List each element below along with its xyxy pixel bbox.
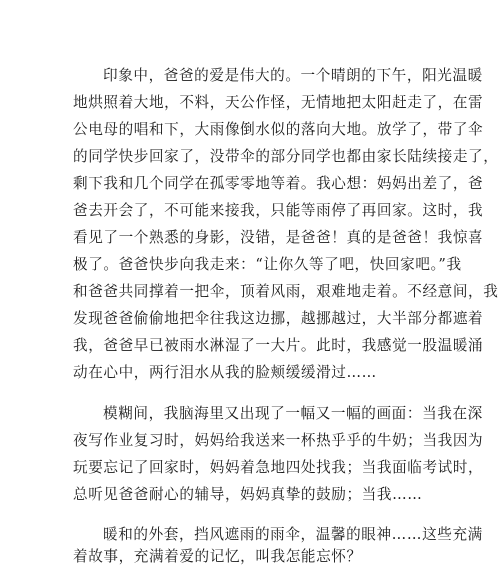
text-line: 模糊间，我脑海里又出现了一幅又一幅的画面：当我在深	[103, 405, 483, 422]
text-line: 极了。爸爸快步向我走来：“让你久等了吧，快回家吧。”我	[73, 256, 462, 273]
text-line: 剩下我和几个同学在孤零零地等着。我心想：妈妈出差了，爸	[73, 175, 484, 192]
text-line: 爸去开会了，不可能来接我，只能等雨停了再回家。这时，我	[73, 202, 484, 219]
text-line: 着故事，充满着爱的记忆，叫我怎能忘怀？	[73, 548, 362, 565]
text-line: 动在心中，两行泪水从我的脸颊缓缓滑过……	[73, 364, 377, 381]
text-line: 看见了一个熟悉的身影，没错，是爸爸！真的是爸爸！我惊喜	[73, 229, 484, 246]
text-line: 夜写作业复习时，妈妈给我送来一杯热乎乎的牛奶；当我因为	[73, 432, 484, 449]
text-line: 玩要忘记了回家时，妈妈着急地四处找我；当我面临考试时，	[73, 459, 484, 476]
text-line: 的同学快步回家了，没带伞的部分同学也都由家长陆续接走了，	[73, 148, 499, 165]
text-line: 公电母的唱和下，大雨像倒水似的落向大地。放学了，带了伞	[73, 121, 484, 138]
text-line: 暖和的外套，挡风遮雨的雨伞，温馨的眼神……这些充满	[103, 526, 483, 543]
text-line: 地烘照着大地，不料，天公作怪，无情地把太阳赶走了，在雷	[73, 94, 484, 111]
text-line: 印象中，爸爸的爱是伟大的。一个晴朗的下午，阳光温暖	[103, 67, 483, 84]
text-line: 发现爸爸偷偷地把伞往我这边挪，越挪越过，大半部分都遮着	[73, 310, 484, 327]
text-line: 我，爸爸早已被雨水淋湿了一大片。此时，我感觉一股温暖涌	[73, 337, 484, 354]
text-line: 总听见爸爸耐心的辅导，妈妈真挚的鼓励；当我……	[73, 486, 423, 503]
text-line: 和爸爸共同撑着一把伞，顶着风雨，艰难地走着。不经意间，我	[73, 283, 499, 300]
